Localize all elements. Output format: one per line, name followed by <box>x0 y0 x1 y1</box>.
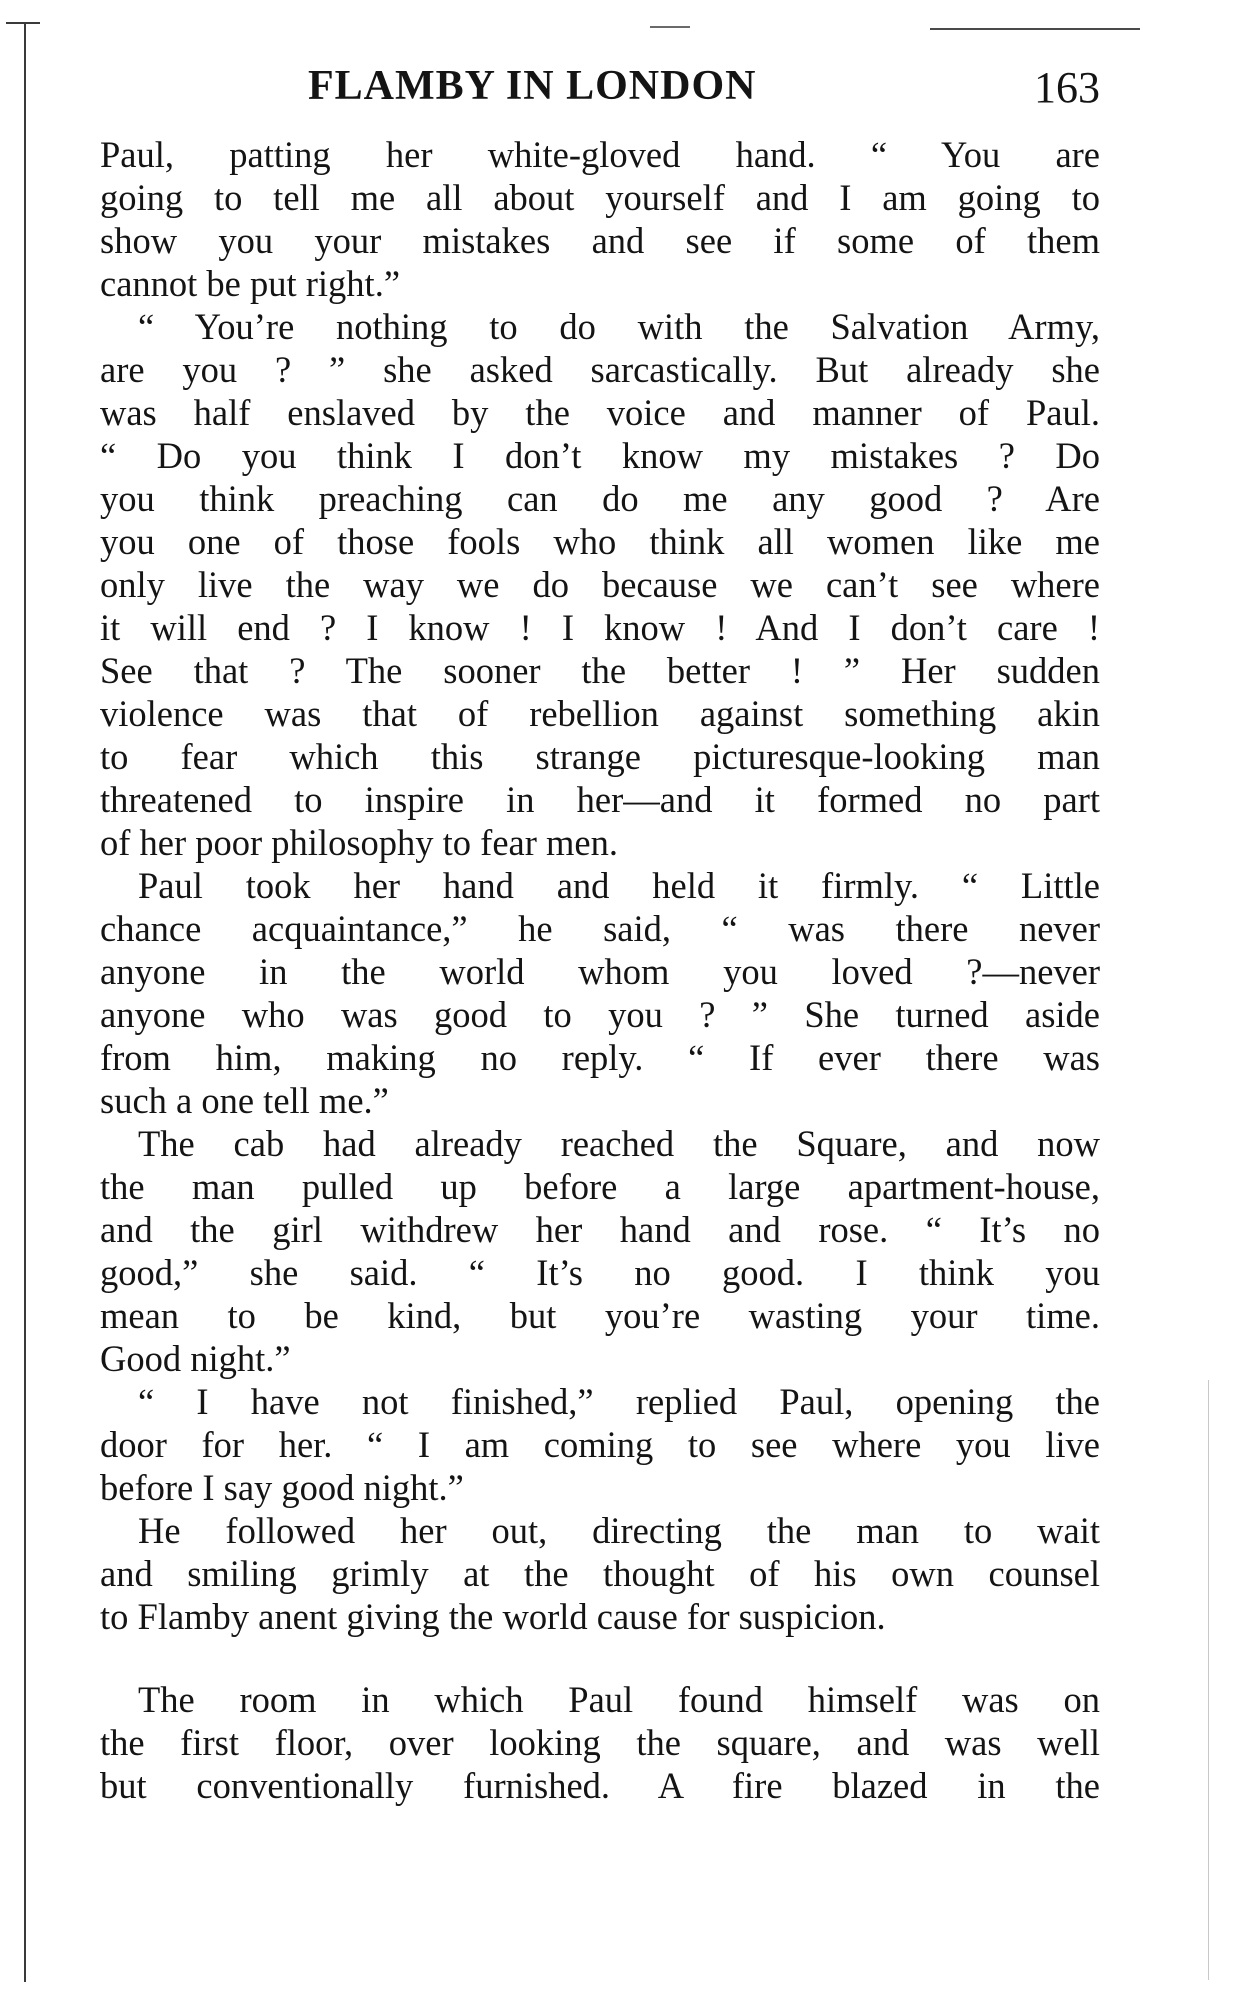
text-line: door for her. “ I am coming to see where you live <box>100 1424 1100 1465</box>
text-line: was half enslaved by the voice and manner of Paul. <box>100 392 1100 433</box>
scan-spine-line <box>24 22 26 1982</box>
page-number: 163 <box>1034 63 1100 112</box>
body-text <box>100 133 1100 1807</box>
text-line: before I say good night.” <box>100 1467 464 1508</box>
text-line: from him, making no reply. “ If ever there was <box>100 1037 1100 1078</box>
text-line: cannot be put right.” <box>100 263 401 304</box>
text-line: only live the way we do because we can’t see where <box>100 564 1100 605</box>
scan-top-rule <box>930 28 1140 30</box>
text-line: to fear which this strange picturesque-looking man <box>100 736 1100 777</box>
text-line: He followed her out, directing the man to wait <box>138 1510 1100 1551</box>
text-line: of her poor philosophy to fear men. <box>100 822 618 863</box>
text-line: The cab had already reached the Square, and now <box>138 1123 1100 1164</box>
text-line: “ I have not finished,” replied Paul, opening the <box>138 1381 1100 1422</box>
text-line: The room in which Paul found himself was on <box>138 1679 1100 1720</box>
text-line: the man pulled up before a large apartment-house, <box>100 1166 1100 1207</box>
text-line: such a one tell me.” <box>100 1080 389 1121</box>
text-line: Good night.” <box>100 1338 291 1379</box>
text-line: but conventionally furnished. A fire blazed in the <box>100 1765 1100 1806</box>
running-title: FLAMBY IN LONDON <box>308 63 757 109</box>
text-line: “ You’re nothing to do with the Salvation Army, <box>138 306 1100 347</box>
text-line: and smiling grimly at the thought of his own counsel <box>100 1553 1100 1594</box>
section-break <box>100 1638 1100 1678</box>
page-header <box>100 58 1100 120</box>
text-line: anyone in the world whom you loved ?—never <box>100 951 1100 992</box>
text-line: show you your mistakes and see if some of them <box>100 220 1100 261</box>
text-line: Paul, patting her white-gloved hand. “ You are <box>100 134 1100 175</box>
text-line: you one of those fools who think all women like me <box>100 521 1100 562</box>
text-line: good,” she said. “ It’s no good. I think you <box>100 1252 1100 1293</box>
text-line: violence was that of rebellion against something akin <box>100 693 1100 734</box>
text-line: you think preaching can do me any good ? Are <box>100 478 1100 519</box>
text-line: going to tell me all about yourself and I am going to <box>100 177 1100 218</box>
scan-spine-cap <box>6 22 40 24</box>
text-line: are you ? ” she asked sarcastically. But already she <box>100 349 1100 390</box>
scan-top-mark <box>650 26 690 28</box>
text-line: anyone who was good to you ? ” She turned aside <box>100 994 1100 1035</box>
text-line: mean to be kind, but you’re wasting your time. <box>100 1295 1100 1336</box>
text-line: chance acquaintance,” he said, “ was there never <box>100 908 1100 949</box>
text-line: and the girl withdrew her hand and rose. “ It’s no <box>100 1209 1100 1250</box>
text-line: the first floor, over looking the square, and was well <box>100 1722 1100 1763</box>
scan-right-edge <box>1208 1380 1209 1980</box>
text-line: threatened to inspire in her—and it formed no part <box>100 779 1100 820</box>
text-line: to Flamby anent giving the world cause for suspicion. <box>100 1596 886 1637</box>
text-line: See that ? The sooner the better ! ” Her sudden <box>100 650 1100 691</box>
text-line: “ Do you think I don’t know my mistakes ? Do <box>100 435 1100 476</box>
text-line: Paul took her hand and held it firmly. “ Little <box>138 865 1100 906</box>
text-line: it will end ? I know ! I know ! And I don’t care ! <box>100 607 1100 648</box>
